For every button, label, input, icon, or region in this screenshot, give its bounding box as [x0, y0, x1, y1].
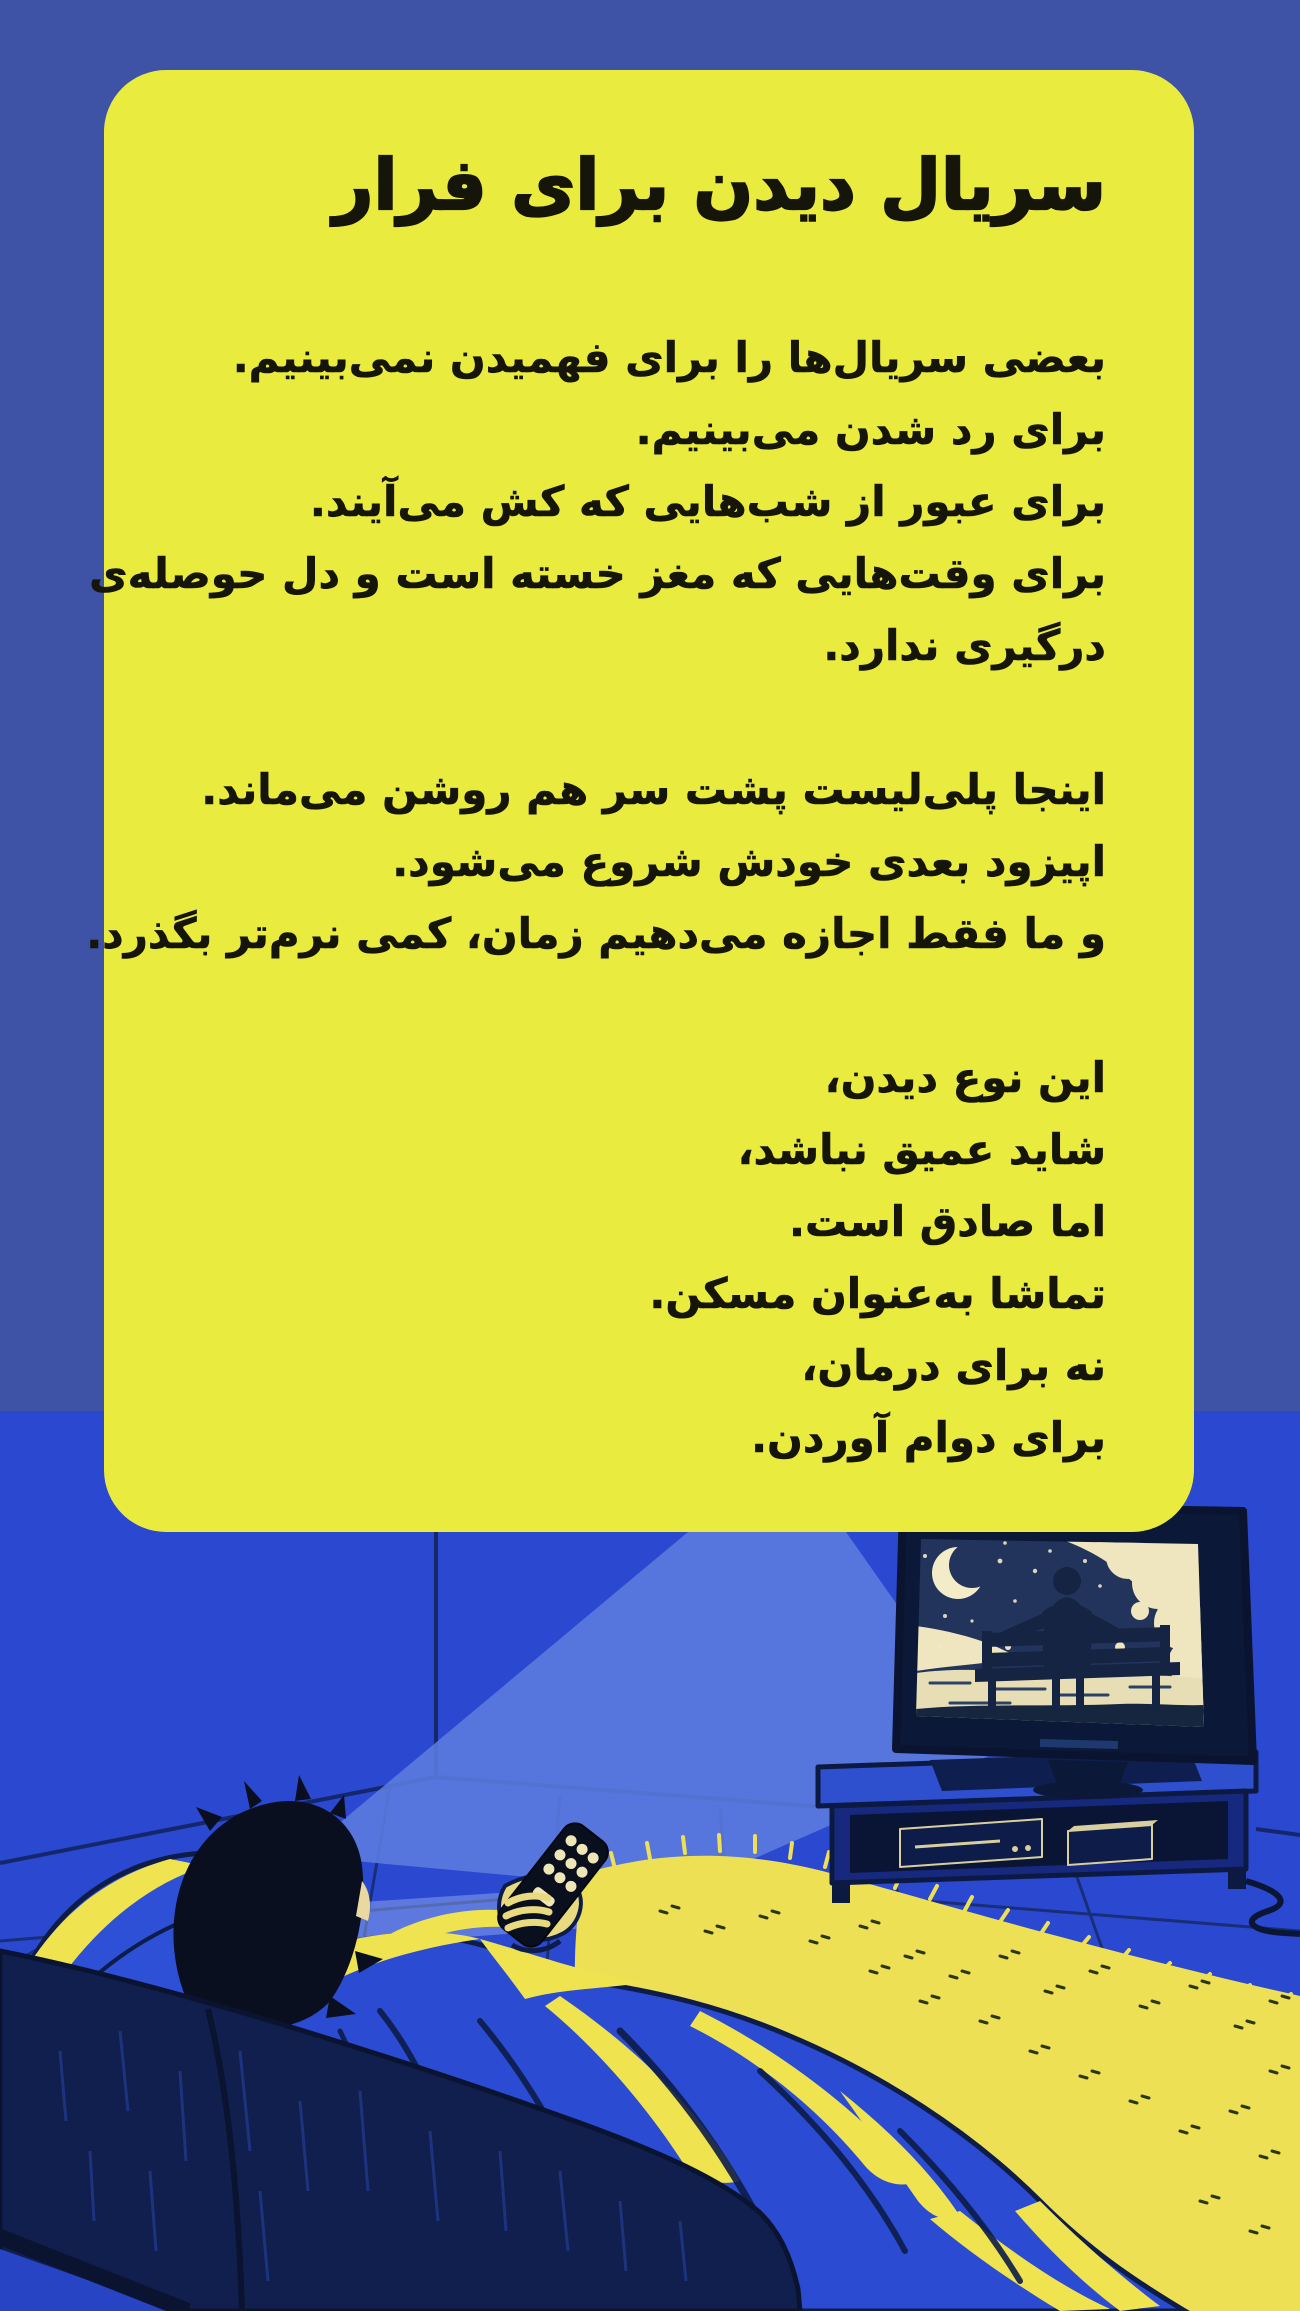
text-card	[86, 70, 1194, 1532]
text-line: برای دوام آوردن.	[751, 1413, 1106, 1462]
text-line: برای عبور از شب‌هایی که کش می‌آیند.	[309, 477, 1106, 526]
paragraph-3	[154, 1042, 1106, 1474]
text-line: و ما فقط اجازه می‌دهیم زمان، کمی نرم‌تر بگذرد.	[86, 909, 1106, 958]
text-line: تماشا به‌عنوان مسکن.	[649, 1269, 1106, 1318]
paragraph-2	[86, 754, 1106, 970]
text-line: برای وقت‌هایی که مغز خسته است و دل حوصله‌ی	[89, 549, 1106, 598]
paragraph-1	[89, 322, 1106, 682]
text-line: اپیزود بعدی خودش شروع می‌شود.	[392, 837, 1106, 886]
text-line: برای رد شدن می‌بینیم.	[635, 405, 1106, 454]
text-line: شاید عمیق نباشد،	[737, 1125, 1106, 1174]
tv-screen	[900, 1521, 1220, 1741]
text-line: نه برای درمان،	[801, 1341, 1106, 1390]
post-title: سریال دیدن برای فرار	[333, 144, 1106, 226]
text-line: اما صادق است.	[789, 1197, 1106, 1246]
text-line: بعضی سریال‌ها را برای فهمیدن نمی‌بینیم.	[232, 333, 1106, 382]
room-illustration	[0, 1411, 1300, 2311]
media-box	[1068, 1820, 1158, 1865]
text-line: درگیری ندارد.	[823, 621, 1106, 670]
text-line: اینجا پلی‌لیست پشت سر هم روشن می‌ماند.	[201, 765, 1106, 814]
text-line: این نوع دیدن،	[824, 1053, 1106, 1102]
